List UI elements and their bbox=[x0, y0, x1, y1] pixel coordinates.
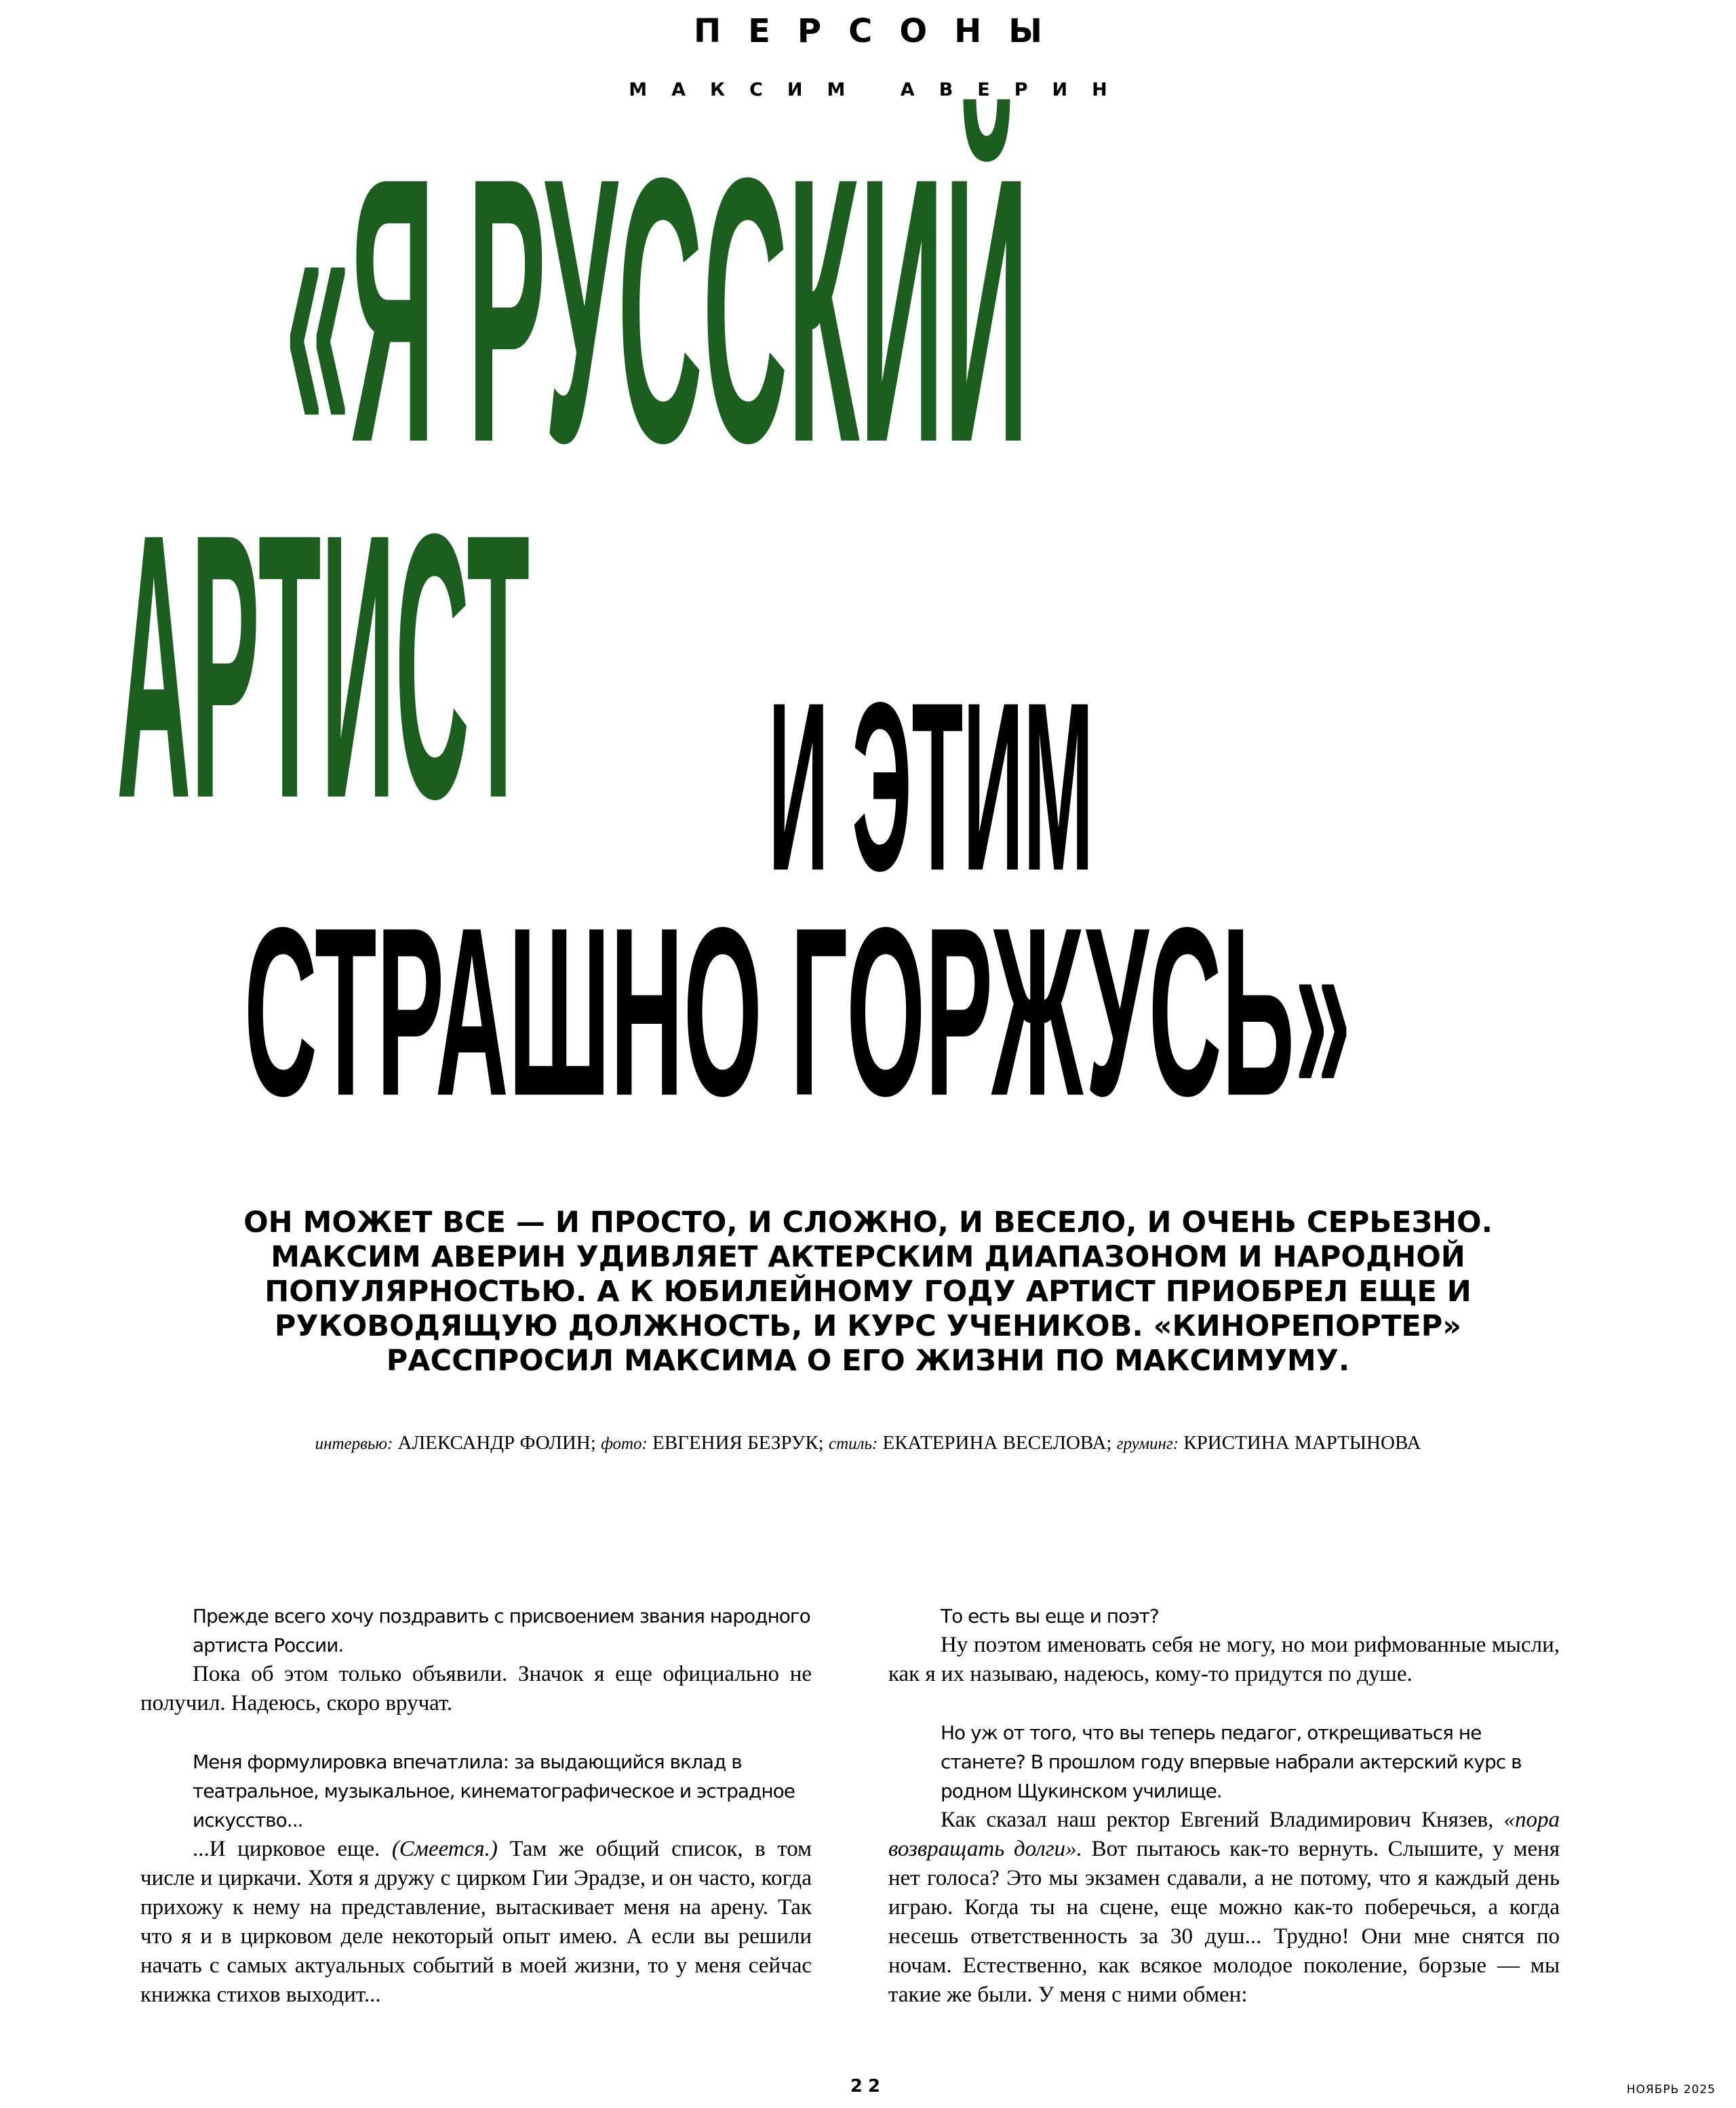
article-column-right bbox=[888, 1602, 1560, 2010]
answer: Пока об этом только объявили. Значок я еще официально не получил. Надеюсь, скоро вручат. bbox=[140, 1662, 812, 1715]
headline-line-3: И ЭТИМ bbox=[768, 652, 1094, 921]
question: Прежде всего хочу поздравить с присвоением звания народного артиста России. bbox=[193, 1605, 810, 1656]
question: Но уж от того, что вы теперь педагог, открещиваться не станете? В прошлом году впервые набрали актерский курс в родном Щукинском училище. bbox=[941, 1722, 1522, 1802]
credit-style-label: стиль: bbox=[828, 1435, 878, 1453]
answer-text: Вот пытаюсь как-то вернуть. Слышите, у меня нет голоса? Это мы экзамен сдавали, а не потому, что я каждый день играю. Когда ты на сцене, еще можно как-то поберечься, а когда несешь ответственность за 30 душ... Трудно! Они мне снятся по ночам. Естественно, как всякое молодое поколение, борзые — мы такие же были. У меня с ними обмен: bbox=[888, 1837, 1560, 2007]
paragraph-gap bbox=[140, 1718, 812, 1747]
credit-grooming-label: груминг: bbox=[1116, 1435, 1179, 1453]
answer: Ну поэтом именовать себя не могу, но мои рифмованные мысли, как я их называю, надеюсь, кому-то придутся по душе. bbox=[888, 1633, 1560, 1686]
credit-interview-label: интервью: bbox=[315, 1435, 393, 1453]
article-column-left bbox=[140, 1602, 812, 2010]
section-title: ПЕРСОНЫ bbox=[693, 12, 1070, 50]
credit-grooming-name: КРИСТИНА МАРТЫНОВА bbox=[1183, 1432, 1421, 1454]
answer bbox=[140, 1835, 812, 2010]
answer-text: Как сказал наш ректор Евгений Владимирович Князев, bbox=[941, 1808, 1494, 1832]
credit-photo-label: фото: bbox=[601, 1435, 648, 1453]
headline-line-4: СТРАШНО ГОРЖУСЬ» bbox=[244, 877, 1352, 1147]
headline-line-1: «Я РУССКИЙ bbox=[285, 99, 1029, 521]
credit-photo-name: ЕВГЕНИЯ БЕЗРУК; bbox=[652, 1432, 824, 1454]
answer-text: Там же общий список, в том числе и циркачи. Хотя я дружу с цирком Гии Эрадзе, и он часто, когда прихожу к нему на представление, вытаскивает меня на арену. Так что я и в цирковом деле некоторый опыт имею. А если вы решили начать с самых актуальных событий в моей жизни, то у меня сейчас книжка стихов выходит... bbox=[140, 1837, 812, 2007]
issue-date: НОЯБРЬ 2025 bbox=[1626, 2083, 1716, 2096]
headline-line-2: АРТИСТ bbox=[117, 455, 530, 877]
credits-line bbox=[0, 1432, 1736, 1454]
answer-italic: (Смеется.) bbox=[391, 1837, 498, 1861]
answer-text: ...И цирковое еще. bbox=[193, 1837, 380, 1861]
answer-italic: «пора возвращать долги». bbox=[888, 1808, 1560, 1861]
lead-paragraph: ОН МОЖЕТ ВСЕ — И ПРОСТО, И СЛОЖНО, И ВЕСЕЛО, И ОЧЕНЬ СЕРЬЕЗНО. МАКСИМ АВЕРИН УДИВЛЯЕТ АКТЕРСКИМ ДИАПАЗОНОМ И НАРОДНОЙ ПОПУЛЯРНОСТЬЮ. А К ЮБИЛЕЙНОМУ ГОДУ АРТИСТ ПРИОБРЕЛ ЕЩЕ И РУКОВОДЯЩУЮ ДОЛЖНОСТЬ, И КУРС УЧЕНИКОВ. «КИНОРЕПОРТЕР» РАССПРОСИЛ МАКСИМА О ЕГО ЖИЗНИ ПО МАКСИМУМУ. bbox=[243, 1206, 1493, 1378]
page-number: 22 bbox=[850, 2076, 886, 2096]
credit-interview-name: АЛЕКСАНДР ФОЛИН; bbox=[397, 1432, 596, 1454]
credit-style-name: ЕКАТЕРИНА ВЕСЕЛОВА; bbox=[882, 1432, 1112, 1454]
paragraph-gap bbox=[888, 1689, 1560, 1718]
question: Меня формулировка впечатлила: за выдающийся вклад в театральное, музыкальное, кинематографическое и эстрадное искусство... bbox=[193, 1751, 795, 1831]
answer bbox=[888, 1806, 1560, 2010]
person-name: МАКСИМ АВЕРИН bbox=[629, 79, 1132, 100]
question: То есть вы еще и поэт? bbox=[941, 1605, 1159, 1627]
